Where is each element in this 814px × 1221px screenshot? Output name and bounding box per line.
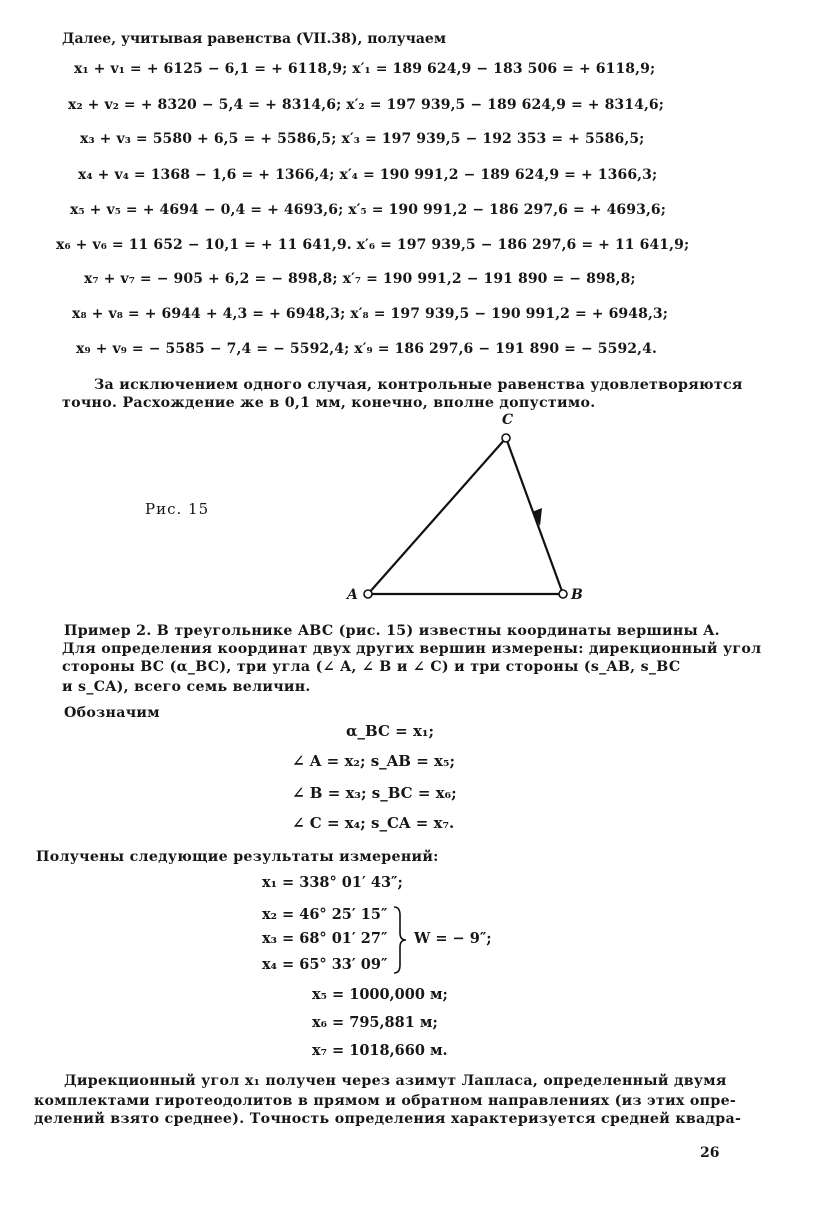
equation-5: x₅ + v₅ = + 4694 − 0,4 = + 4693,6; x′₅ = 190 991,2 − 186 297,6 = + 4693,6; — [70, 202, 667, 218]
result-x4: x₄ = 65° 33′ 09″ — [262, 956, 388, 973]
paragraph2-line1: Пример 2. В треугольнике ABC (рис. 15) известны координаты вершины A. — [64, 623, 720, 639]
label-b: B — [571, 587, 583, 603]
label-a: A — [347, 587, 358, 603]
result-x2: x₂ = 46° 25′ 15″ — [262, 906, 388, 923]
equation-6: x₆ + v₆ = 11 652 − 10,1 = + 11 641,9. x′₆ = 197 939,5 − 186 297,6 = + 11 641,9; — [56, 237, 690, 253]
paragraph2-line3: стороны BC (α_BC), три угла (∠ A, ∠ B и ∠ C) и три стороны (s_AB, s_BC — [62, 659, 681, 675]
page-number: 26 — [700, 1145, 720, 1161]
designation-2: ∠ A = x₂; s_AB = x₅; — [292, 752, 456, 770]
equation-9: x₉ + v₉ = − 5585 − 7,4 = − 5592,4; x′₉ = 186 297,6 − 191 890 = − 5592,4. — [76, 341, 657, 357]
equation-3: x₃ + v₃ = 5580 + 6,5 = + 5586,5; x′₃ = 197 939,5 − 192 353 = + 5586,5; — [80, 131, 645, 147]
intro-text: Далее, учитывая равенства (VII.38), получаем — [62, 31, 447, 47]
label-c: C — [502, 412, 514, 428]
vertex-a — [364, 590, 372, 598]
result-x3: x₃ = 68° 01′ 27″ — [262, 930, 388, 947]
designation-1: α_BC = x₁; — [346, 722, 435, 740]
equation-4: x₄ + v₄ = 1368 − 1,6 = + 1366,4; x′₄ = 190 991,2 − 189 624,9 = + 1366,3; — [78, 167, 658, 183]
equation-7: x₇ + v₇ = − 905 + 6,2 = − 898,8; x′₇ = 190 991,2 − 191 890 = − 898,8; — [84, 271, 636, 287]
result-x1: x₁ = 338° 01′ 43″; — [262, 874, 403, 891]
result-x7: x₇ = 1018,660 м. — [312, 1042, 448, 1059]
misclosure: W = − 9″; — [414, 930, 492, 947]
paragraph1-line2: точно. Расхождение же в 0,1 мм, конечно, вполне допустимо. — [62, 395, 596, 411]
paragraph3-line1: Дирекционный угол x₁ получен через азимут Лапласа, определенный двумя — [64, 1073, 727, 1089]
paragraph3-line3: делений взято среднее). Точность определения характеризуется средней квадра- — [34, 1111, 742, 1127]
paragraph3-line2: комплектами гиротеодолитов в прямом и обратном направлениях (из этих опре- — [34, 1093, 737, 1109]
equation-1: x₁ + v₁ = + 6125 − 6,1 = + 6118,9; x′₁ = 189 624,9 − 183 506 = + 6118,9; — [74, 61, 656, 77]
result-x5: x₅ = 1000,000 м; — [312, 986, 448, 1003]
equation-8: x₈ + v₈ = + 6944 + 4,3 = + 6948,3; x′₈ = 197 939,5 − 190 991,2 = + 6948,3; — [72, 306, 669, 322]
figure-caption: Рис. 15 — [145, 500, 210, 518]
designate-label: Обозначим — [64, 705, 160, 721]
vertex-b — [559, 590, 567, 598]
brace-icon — [392, 905, 408, 975]
triangle-figure — [330, 412, 610, 612]
equation-2: x₂ + v₂ = + 8320 − 5,4 = + 8314,6; x′₂ = 197 939,5 − 189 624,9 = + 8314,6; — [68, 97, 665, 113]
paragraph1-line1: За исключением одного случая, контрольные равенства удовлетворяются — [94, 377, 743, 393]
triangle-diagram — [330, 412, 610, 612]
designation-4: ∠ C = x₄; s_CA = x₇. — [292, 814, 455, 832]
result-x6: x₆ = 795,881 м; — [312, 1014, 438, 1031]
vertex-c — [502, 434, 510, 442]
side-ac — [368, 438, 506, 594]
paragraph2-line2: Для определения координат двух других вершин измерены: дирекционный угол — [62, 641, 762, 657]
results-label: Получены следующие результаты измерений: — [36, 849, 439, 865]
paragraph2-line4: и s_CA), всего семь величин. — [62, 679, 311, 695]
designation-3: ∠ B = x₃; s_BC = x₆; — [292, 784, 457, 802]
